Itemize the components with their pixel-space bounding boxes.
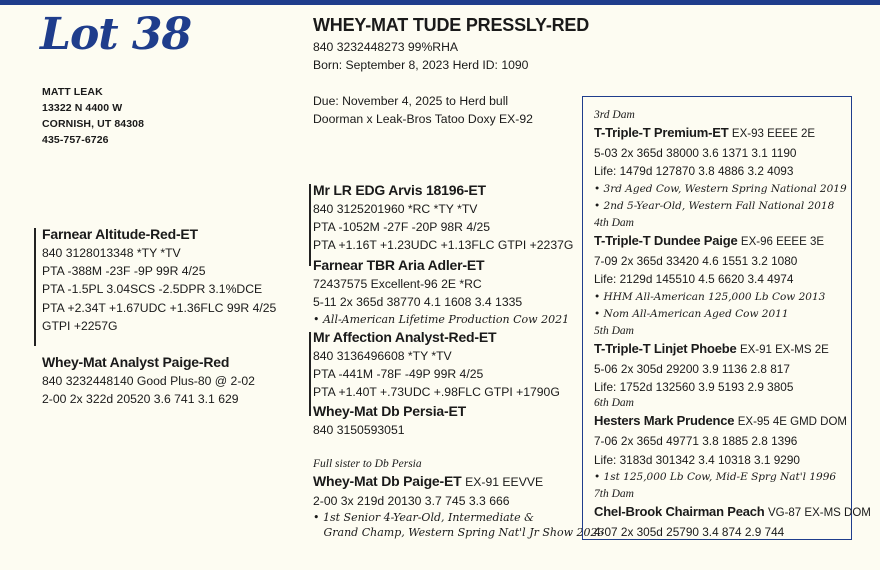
- mgs-line: PTA -1052M -27F -20P 98R 4/25: [313, 220, 491, 235]
- dam-entry-record: 7-06 2x 365d 49771 3.8 1885 2.8 1396: [594, 434, 798, 449]
- sister-note: • 1st Senior 4-Year-Old, Intermediate &: [313, 511, 534, 525]
- dam-entry-note: • HHM All-American 125,000 Lb Cow 2013: [594, 290, 826, 303]
- due-mating: Doorman x Leak-Bros Tatoo Doxy EX-92: [313, 112, 533, 127]
- due-info: [313, 92, 533, 128]
- granddam-line: 5-11 2x 365d 38770 4.1 1608 3.4 1335: [313, 295, 523, 310]
- owner-city: CORNISH, UT 84308: [42, 118, 145, 130]
- dam-entry-score: EX-96 EEEE 3E: [740, 235, 825, 248]
- dam2-line: 840 3150593051: [313, 423, 405, 437]
- dam-entry-record: Life: 3183d 301342 3.4 10318 3.1 9290: [594, 452, 800, 467]
- dam-entry-name: T-Triple-T Dundee Paige: [594, 232, 738, 248]
- dam-entry-note: • Nom All-American Aged Cow 2011: [594, 308, 789, 321]
- owner-address: 13322 N 4400 W: [42, 102, 123, 114]
- dam-entry-name: Hesters Mark Prudence: [594, 413, 735, 429]
- mgs-line: PTA +1.16T +1.23UDC +1.13FLC GTPI +2237G: [313, 238, 574, 253]
- sister-record: 2-00 3x 219d 20130 3.7 745 3.3 666: [313, 494, 510, 508]
- animal-birth: Born: September 8, 2023 Herd ID: 1090: [313, 58, 529, 73]
- sire2-bracket: [309, 332, 311, 416]
- dam-entry: [594, 396, 848, 486]
- sister-note: Grand Champ, Western Spring Nat'l Jr Show 2023: [313, 526, 605, 540]
- sire-bracket: [34, 228, 36, 346]
- mgs-name: Mr LR EDG Arvis 18196-ET: [313, 182, 486, 198]
- dam-entry: [594, 324, 844, 397]
- sire-line: PTA +2.34T +1.67UDC +1.36FLC 99R 4/25: [42, 300, 277, 315]
- sister-score: EX-91 EEVVE: [465, 475, 544, 489]
- dam-entry-note: • 2nd 5-Year-Old, Western Fall National 2018: [594, 200, 835, 213]
- dam-entry: [594, 108, 847, 216]
- animal-info: [313, 38, 528, 74]
- animal-name: WHEY-MAT TUDE PRESSLY-RED: [313, 15, 590, 35]
- sire2-line: 840 3136496608 *TY *TV: [313, 349, 452, 363]
- dam-entry-record: 7-09 2x 365d 33420 4.6 1551 3.2 1080: [594, 253, 798, 268]
- due-date: Due: November 4, 2025 to Herd bull: [313, 94, 509, 108]
- dam-entry-score: EX-95 4E GMD DOM: [737, 416, 848, 429]
- top-border: [0, 0, 880, 5]
- mgs-line: 840 3125201960 *RC *TY *TV: [313, 202, 478, 216]
- dam-generation-label: 3rd Dam: [594, 109, 635, 121]
- lot-number: Lot 38: [40, 9, 192, 60]
- dam-line-list: [594, 108, 871, 541]
- granddam-block: [313, 256, 569, 328]
- granddam-name: Farnear TBR Aria Adler-ET: [313, 257, 485, 273]
- sire-block: [42, 225, 276, 335]
- dam-entry-name: T-Triple-T Premium-ET: [594, 125, 729, 140]
- sire-name: Farnear Altitude-Red-ET: [42, 226, 198, 242]
- dam-entry-score: EX-93 EEEE 2E: [731, 128, 816, 140]
- sire2-line: PTA -441M -78F -49P 99R 4/25: [313, 367, 484, 382]
- dam-entry-note: • 3rd Aged Cow, Western Spring National 2019: [594, 182, 847, 195]
- dam-line: 840 3232448140 Good Plus-80 @ 2-02: [42, 374, 255, 388]
- sire2-block: [313, 328, 560, 402]
- dam-entry-note: • 1st 125,000 Lb Cow, Mid-E Sprg Nat'l 1996: [594, 471, 837, 484]
- sire-line: PTA -388M -23F -9P 99R 4/25: [42, 264, 206, 279]
- dam-generation-label: 5th Dam: [594, 324, 634, 337]
- dam-entry-name: Chel-Brook Chairman Peach: [594, 503, 765, 519]
- dam-entry-record: 5-03 2x 365d 38000 3.6 1371 3.1 1190: [594, 146, 797, 160]
- dam2-name: Whey-Mat Db Persia-ET: [313, 403, 466, 419]
- dam-entry-record: Life: 1479d 127870 3.8 4886 3.2 4093: [594, 164, 794, 179]
- dam-generation-label: 7th Dam: [594, 487, 634, 500]
- dam-entry: [594, 487, 871, 541]
- dam-entry-record: 5-06 2x 305d 29200 3.9 1136 2.8 817: [594, 361, 790, 376]
- granddam-line: 72437575 Excellent-96 2E *RC: [313, 277, 482, 291]
- mgs-bracket: [309, 184, 311, 266]
- owner-phone: 435-757-6726: [42, 134, 109, 146]
- sire2-name: Mr Affection Analyst-Red-ET: [313, 329, 497, 345]
- dam-entry-record: Life: 1752d 132560 3.9 5193 2.9 3805: [594, 380, 794, 395]
- dam-entry-name: T-Triple-T Linjet Phoebe: [594, 340, 737, 356]
- sire-line: GTPI +2257G: [42, 318, 118, 333]
- animal-registration: 840 3232448273 99%RHA: [313, 40, 459, 54]
- dam-generation-label: 6th Dam: [594, 397, 634, 410]
- owner-contact: [42, 84, 144, 148]
- sire-line: PTA -1.5PL 3.04SCS -2.5DPR 3.1%DCE: [42, 282, 263, 297]
- mgs-block: [313, 181, 573, 255]
- sister-name: Whey-Mat Db Paige-ET: [313, 473, 462, 489]
- dam-entry-score: VG-87 EX-MS DOM: [767, 506, 871, 519]
- sister-label: Full sister to Db Persia: [313, 458, 422, 470]
- sire2-line: PTA +1.40T +.73UDC +.98FLC GTPI +1790G: [313, 385, 560, 400]
- dam-entry-record: 4-07 2x 305d 25790 3.4 874 2.9 744: [594, 524, 785, 539]
- dam-block: [42, 353, 255, 408]
- dam-line: 2-00 2x 322d 20520 3.6 741 3.1 629: [42, 392, 239, 407]
- sire-line: 840 3128013348 *TY *TV: [42, 246, 181, 260]
- dam-entry: [594, 216, 844, 324]
- dam2-block: [313, 402, 466, 439]
- dam-entry-score: EX-91 EX-MS 2E: [739, 343, 829, 356]
- owner-name: MATT LEAK: [42, 86, 103, 98]
- granddam-note: • All-American Lifetime Production Cow 2021: [313, 313, 570, 327]
- sister-block: [313, 457, 605, 540]
- dam-generation-label: 4th Dam: [594, 216, 634, 229]
- dam-entry-record: Life: 2129d 145510 4.5 6620 3.4 4974: [594, 272, 794, 287]
- dam-name: Whey-Mat Analyst Paige-Red: [42, 354, 230, 370]
